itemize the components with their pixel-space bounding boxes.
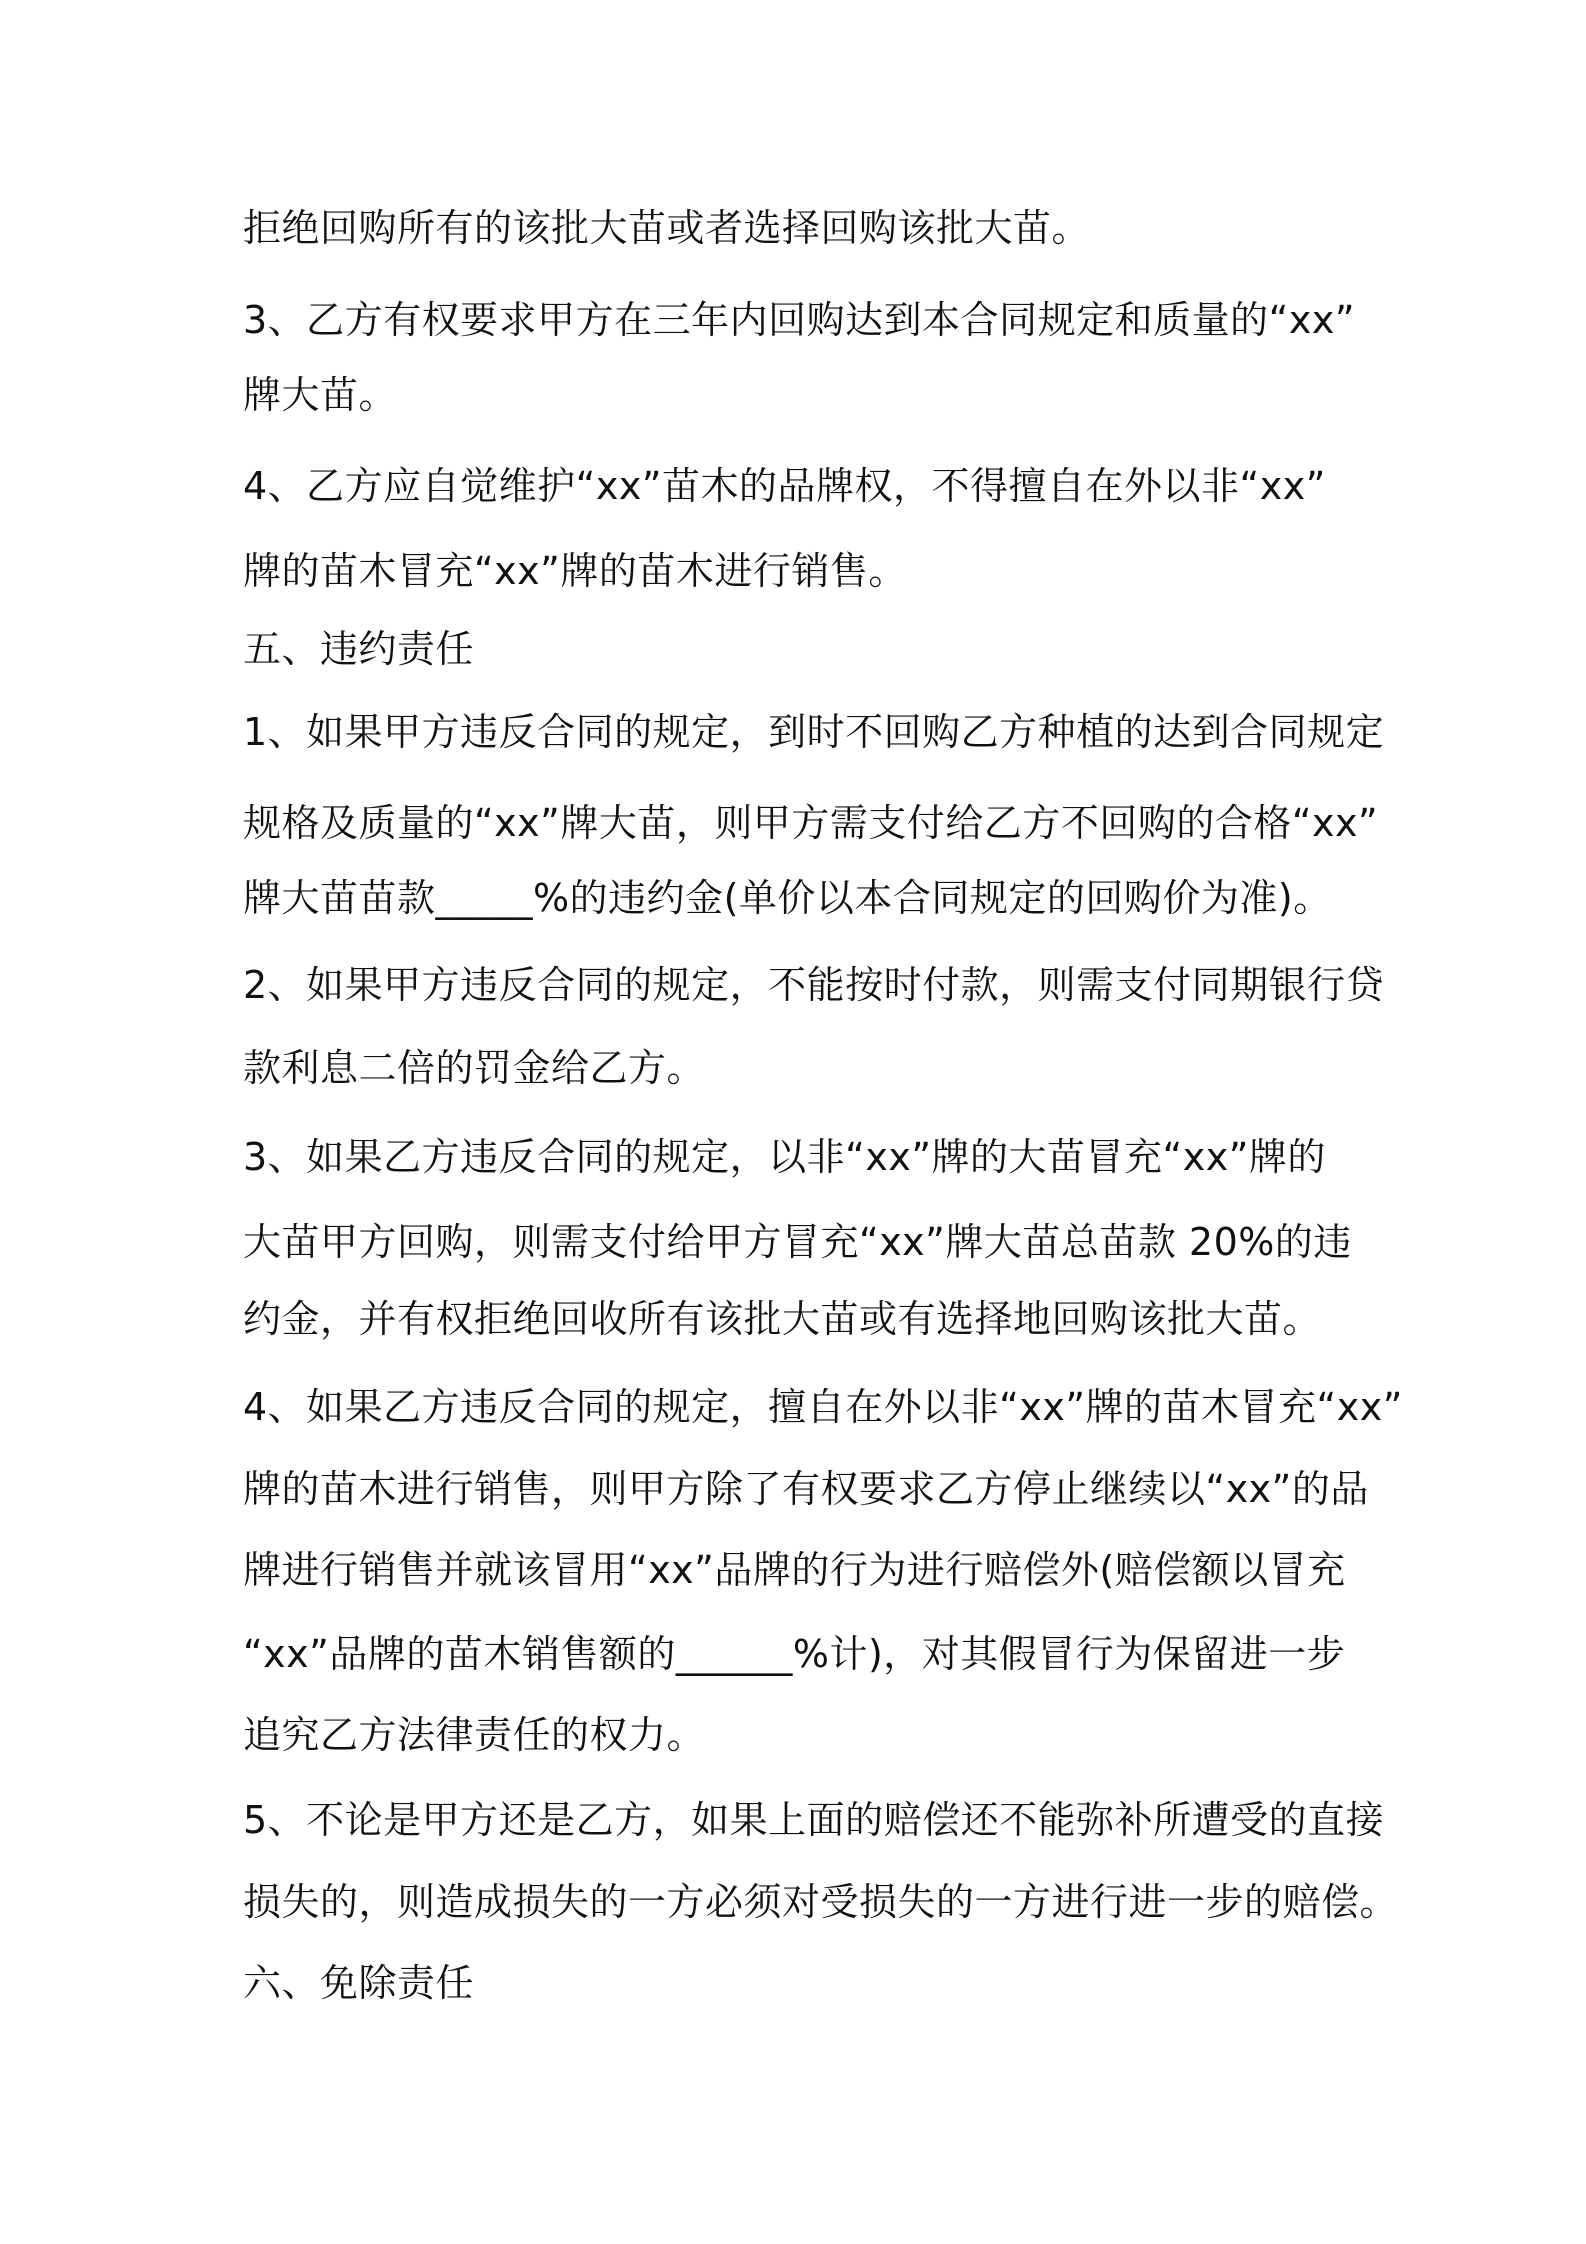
text-line: 4、如果乙方违反合同的规定，擅自在外以非“xx”牌的苗木冒充“xx” [243,1385,1403,1429]
text-line: 3、乙方有权要求甲方在三年内回购达到本合同规定和质量的“xx” [243,298,1356,342]
text-line: 规格及质量的“xx”牌大苗，则甲方需支付给乙方不回购的合格“xx” [243,801,1379,845]
text-line: 牌的苗木进行销售，则甲方除了有权要求乙方停止继续以“xx”的品 [243,1467,1369,1511]
text-line: 约金，并有权拒绝回收所有该批大苗或有选择地回购该批大苗。 [243,1297,1322,1341]
text-line: 拒绝回购所有的该批大苗或者选择回购该批大苗。 [243,206,1091,250]
text-line: “xx”品牌的苗木销售额的______%计)，对其假冒行为保留进一步 [243,1632,1346,1676]
text-line: 损失的，则造成损失的一方必须对受损失的一方进行进一步的赔偿。 [243,1880,1399,1924]
text-line: 牌的苗木冒充“xx”牌的苗木进行销售。 [243,549,907,593]
text-line: 5、不论是甲方还是乙方，如果上面的赔偿还不能弥补所遭受的直接 [243,1798,1385,1842]
text-line: 4、乙方应自觉维护“xx”苗木的品牌权，不得擅自在外以非“xx” [243,464,1326,508]
section-heading: 六、免除责任 [243,1961,475,2005]
text-line: 牌大苗。 [243,373,398,417]
text-line: 牌进行销售并就该冒用“xx”品牌的行为进行赔偿外(赔偿额以冒充 [243,1548,1346,1592]
text-line: 牌大苗苗款_____%的违约金(单价以本合同规定的回购价为准)。 [243,876,1332,920]
text-line: 款利息二倍的罚金给乙方。 [243,1046,706,1090]
text-line: 大苗甲方回购，则需支付给甲方冒充“xx”牌大苗总苗款 20%的违 [243,1220,1352,1264]
text-line: 2、如果甲方违反合同的规定，不能按时付款，则需支付同期银行贷 [243,963,1385,1007]
text-line: 1、如果甲方违反合同的规定，到时不回购乙方种植的达到合同规定 [243,710,1385,754]
text-line: 追究乙方法律责任的权力。 [243,1713,706,1757]
section-heading: 五、违约责任 [243,627,475,671]
text-line: 3、如果乙方违反合同的规定，以非“xx”牌的大苗冒充“xx”牌的 [243,1135,1326,1179]
